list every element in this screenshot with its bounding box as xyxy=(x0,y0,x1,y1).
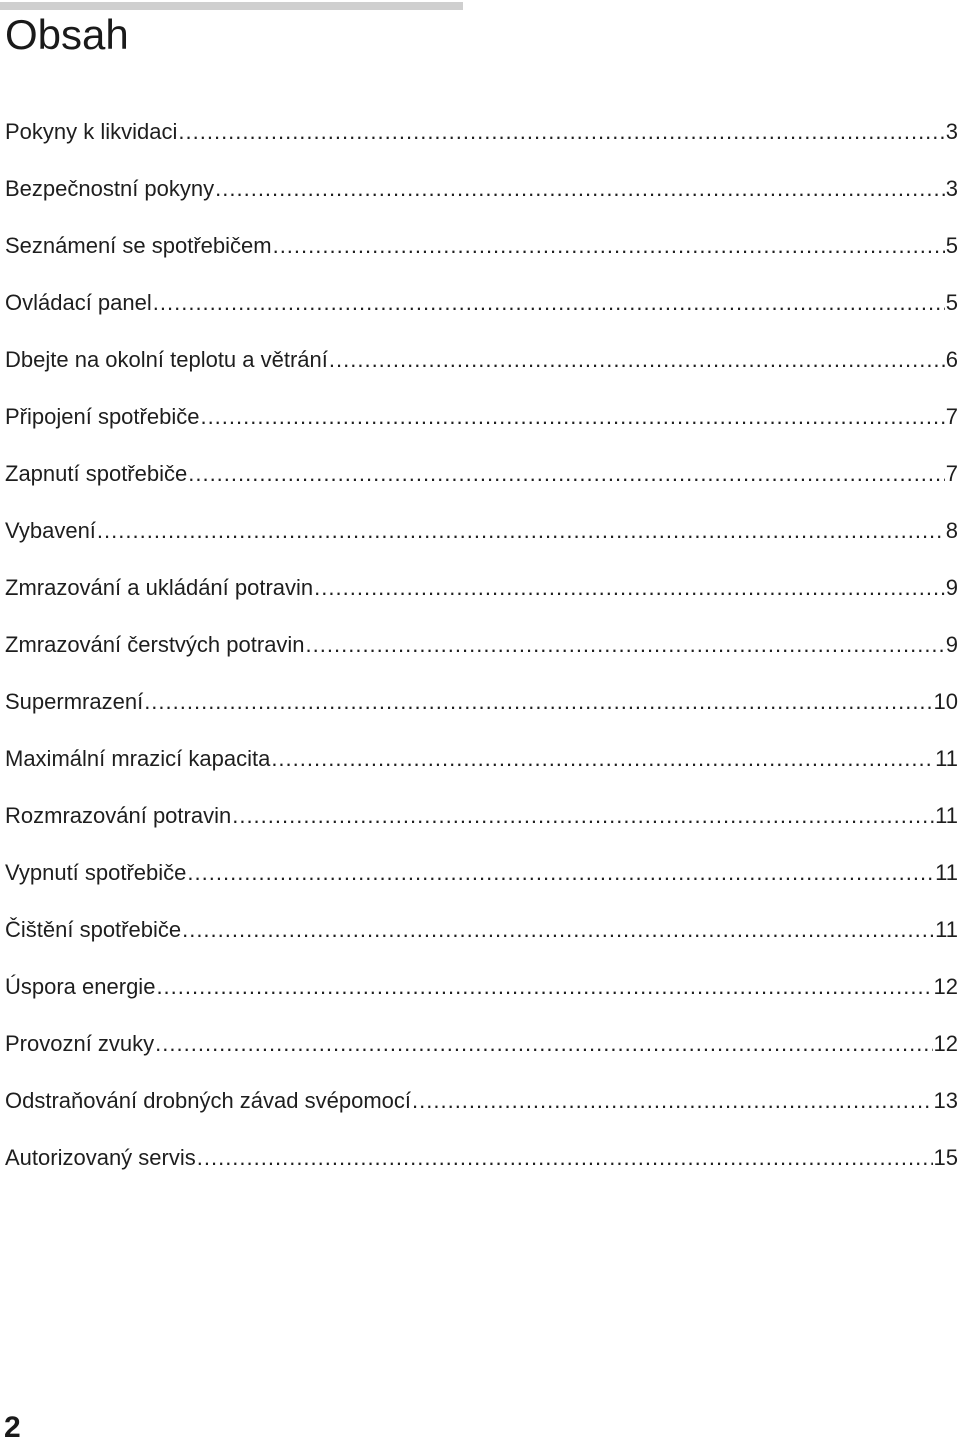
toc-leader-dots xyxy=(412,1085,933,1117)
toc-leader-dots xyxy=(153,287,945,319)
toc-entry[interactable] xyxy=(5,344,958,401)
toc-leader-dots xyxy=(271,743,934,775)
toc-entry[interactable] xyxy=(5,1142,958,1199)
toc-entry-page: 5 xyxy=(945,290,958,315)
toc-entry-label: Pokyny k likvidaci xyxy=(5,119,178,144)
toc-leader-dots xyxy=(306,629,945,661)
toc-leader-dots xyxy=(200,401,944,433)
table-of-contents xyxy=(5,116,958,1199)
toc-entry-page: 3 xyxy=(945,176,958,201)
toc-entry[interactable] xyxy=(5,857,958,914)
toc-entry-page: 5 xyxy=(945,233,958,258)
toc-entry-label: Vypnutí spotřebiče xyxy=(5,860,187,885)
toc-entry-label: Dbejte na okolní teplotu a větrání xyxy=(5,347,328,372)
toc-entry-label: Zmrazování a ukládání potravin xyxy=(5,575,314,600)
toc-leader-dots xyxy=(178,116,944,148)
toc-leader-dots xyxy=(197,1142,933,1174)
toc-entry-page: 13 xyxy=(933,1088,958,1113)
toc-entry-page: 12 xyxy=(933,1031,958,1056)
toc-leader-dots xyxy=(232,800,934,832)
page-title: Obsah xyxy=(5,11,129,58)
toc-entry[interactable] xyxy=(5,515,958,572)
toc-leader-dots xyxy=(188,458,945,490)
toc-leader-dots xyxy=(187,857,934,889)
toc-entry-label: Rozmrazování potravin xyxy=(5,803,232,828)
toc-entry-page: 7 xyxy=(945,461,958,486)
toc-entry[interactable] xyxy=(5,629,958,686)
toc-entry[interactable] xyxy=(5,230,958,287)
toc-leader-dots xyxy=(182,914,934,946)
toc-entry-page: 8 xyxy=(945,518,958,543)
toc-entry[interactable] xyxy=(5,572,958,629)
toc-entry-page: 7 xyxy=(945,404,958,429)
toc-entry[interactable] xyxy=(5,116,958,173)
toc-entry-page: 11 xyxy=(935,746,958,771)
toc-entry-page: 11 xyxy=(935,803,958,828)
toc-entry-label: Provozní zvuky xyxy=(5,1031,155,1056)
page-number: 2 xyxy=(4,1411,21,1444)
toc-entry-label: Zapnutí spotřebiče xyxy=(5,461,188,486)
toc-entry[interactable] xyxy=(5,971,958,1028)
toc-entry-page: 9 xyxy=(945,575,958,600)
toc-entry-page: 11 xyxy=(935,860,958,885)
toc-entry[interactable] xyxy=(5,914,958,971)
toc-entry-label: Čištění spotřebiče xyxy=(5,917,182,942)
toc-entry-page: 12 xyxy=(933,974,958,999)
toc-entry[interactable] xyxy=(5,800,958,857)
toc-entry-label: Autorizovaný servis xyxy=(5,1145,196,1170)
toc-entry[interactable] xyxy=(5,173,958,230)
toc-leader-dots xyxy=(329,344,945,376)
toc-entry-label: Odstraňování drobných závad svépomocí xyxy=(5,1088,412,1113)
toc-entry-label: Připojení spotřebiče xyxy=(5,404,200,429)
toc-entry-label: Supermrazení xyxy=(5,689,144,714)
toc-entry-label: Bezpečnostní pokyny xyxy=(5,176,215,201)
toc-entry-page: 15 xyxy=(933,1145,958,1170)
toc-leader-dots xyxy=(155,1028,932,1060)
toc-entry[interactable] xyxy=(5,287,958,344)
toc-entry-page: 6 xyxy=(945,347,958,372)
header-rule xyxy=(0,2,463,10)
toc-entry[interactable] xyxy=(5,1028,958,1085)
toc-entry[interactable] xyxy=(5,458,958,515)
toc-leader-dots xyxy=(273,230,945,262)
toc-entry-label: Zmrazování čerstvých potravin xyxy=(5,632,305,657)
toc-leader-dots xyxy=(144,686,932,718)
toc-entry-page: 3 xyxy=(945,119,958,144)
toc-entry-page: 11 xyxy=(935,917,958,942)
toc-entry-page: 9 xyxy=(945,632,958,657)
toc-entry-label: Ovládací panel xyxy=(5,290,152,315)
toc-leader-dots xyxy=(215,173,945,205)
toc-entry-label: Seznámení se spotřebičem xyxy=(5,233,272,258)
toc-entry[interactable] xyxy=(5,1085,958,1142)
toc-entry[interactable] xyxy=(5,401,958,458)
toc-leader-dots xyxy=(156,971,932,1003)
toc-entry[interactable] xyxy=(5,743,958,800)
toc-entry-page: 10 xyxy=(933,689,958,714)
toc-entry[interactable] xyxy=(5,686,958,743)
toc-entry-label: Maximální mrazicí kapacita xyxy=(5,746,271,771)
toc-leader-dots xyxy=(97,515,945,547)
toc-leader-dots xyxy=(314,572,945,604)
toc-entry-label: Úspora energie xyxy=(5,974,156,999)
toc-entry-label: Vybavení xyxy=(5,518,96,543)
